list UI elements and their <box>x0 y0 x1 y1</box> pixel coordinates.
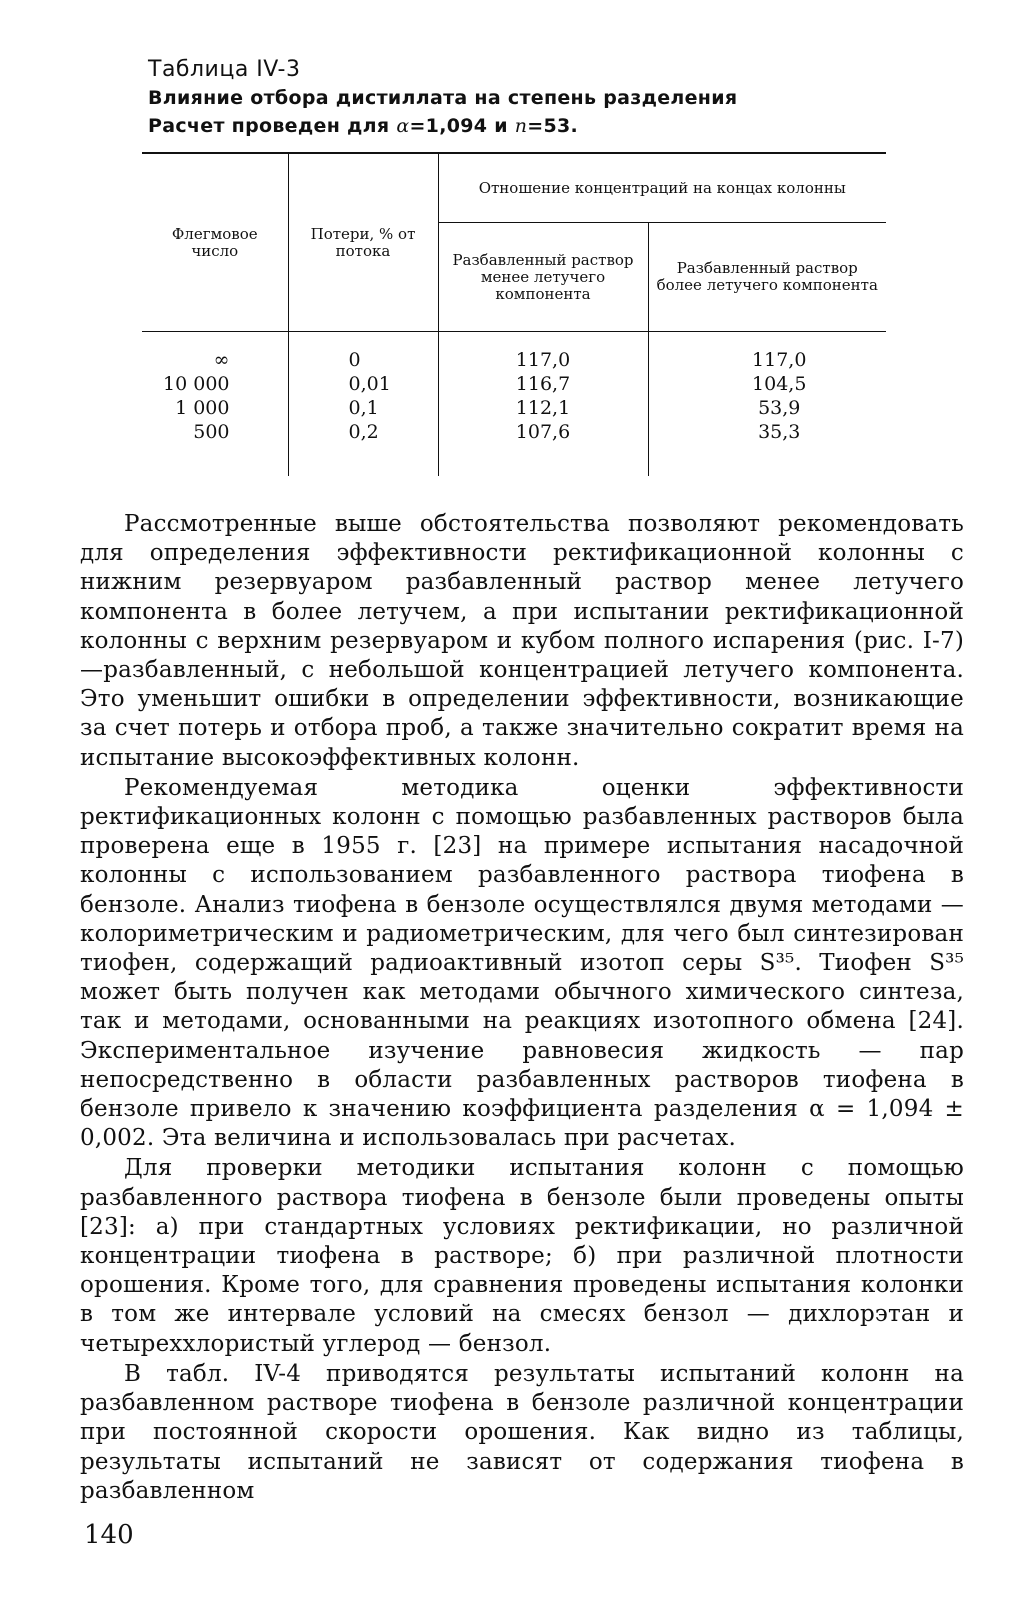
n-value: =53. <box>527 115 579 137</box>
paragraph: В табл. IV-4 приводятся результаты испытаний колонн на разбавленном растворе тиофена в бензоле различной концентрации при постоянной скорости орошения. Как видно из таблицы, результаты испытаний не зависят от содержания тиофена в разбавленном <box>80 1360 964 1504</box>
less-volatile-value: 117,0 <box>515 349 571 371</box>
less-volatile-value: 116,7 <box>515 373 571 395</box>
paragraph: Рекомендуемая методика оценки эффективности ректификационных колонн с помощью разбавленных растворов была проверена еще в 1955 г. [23] на примере испытания насадочной колонны с использованием разбавленного раствора тиофена в бензоле. Анализ тиофена в бензоле осуществлялся двумя методами — колориметрическим и радиометрическим, для чего был синтезирован тиофен, содержащий радиоактивный изотоп серы S³⁵. Тиофен S³⁵ может быть получен как методами обычного химического синтеза, так и методами, основанными на реакциях изотопного обмена [24]. Экспериментальное изучение равновесия жидкость — пар непосредственно в области разбавленных растворов тиофена в бензоле привело к значению коэффициента разделения α = 1,094 ± 0,002. Эта величина и использовалась при расчетах. <box>80 774 964 1152</box>
table-calc-note <box>148 112 908 140</box>
alpha-symbol: α <box>396 115 410 137</box>
table-caption <box>148 56 908 140</box>
page-number: 140 <box>84 1520 134 1550</box>
body-text <box>80 510 964 1507</box>
more-volatile-value: 117,0 <box>752 349 807 371</box>
more-volatile-value: 35,3 <box>758 421 801 443</box>
header-less-volatile: Разбавленный раствор менее летучего компонента <box>438 223 648 332</box>
less-volatile-column <box>438 332 648 477</box>
losses-value: 0 <box>348 349 361 371</box>
reflux-value: ∞ <box>213 349 230 371</box>
table-label: Таблица IV-3 <box>148 57 301 82</box>
paragraph: Рассмотренные выше обстоятельства позволяют рекомендовать для определения эффективности ректификационной колонны с нижним резервуаром разбавленный раствор менее летучего компонента в более летучем, а при испытании ректификационной колонны с верхним резервуаром и кубом полного испарения (рис. I-7)—разбавленный, с небольшой концентрацией летучего компонента. Это уменьшит ошибки в определении эффективности, возникающие за счет потерь и отбора проб, а также значительно сократит время на испытание высокоэффективных колонн. <box>80 511 964 771</box>
header-more-volatile: Разбавленный раствор более летучего компонента <box>648 223 886 332</box>
header-ratio-group: Отношение концентраций на концах колонны <box>438 153 886 223</box>
paragraph: Для проверки методики испытания колонн с помощью разбавленного раствора тиофена в бензоле были проведены опыты [23]: а) при стандартных условиях ректификации, но различной концентрации тиофена в растворе; б) при различной плотности орошения. Кроме того, для сравнения проведены испытания колонки в том же интервале условий на смесях бензол — дихлорэтан и четыреххлористый углерод — бензол. <box>80 1155 964 1357</box>
calc-prefix: Расчет проведен для <box>148 115 397 137</box>
less-volatile-value: 107,6 <box>515 421 571 443</box>
losses-column <box>288 332 438 477</box>
table-body-row <box>142 332 886 477</box>
reflux-value: 10 000 <box>163 373 230 395</box>
reflux-value: 1 000 <box>175 397 230 419</box>
reflux-value: 500 <box>193 421 230 443</box>
losses-value: 0,1 <box>348 397 379 419</box>
less-volatile-value: 112,1 <box>515 397 571 419</box>
reflux-column <box>142 332 288 477</box>
table-title: Влияние отбора дистиллата на степень разделения <box>148 87 738 109</box>
more-volatile-column <box>648 332 886 477</box>
losses-value: 0,01 <box>348 373 391 395</box>
header-losses: Потери, % от потока <box>288 153 438 332</box>
alpha-value: =1,094 <box>409 115 488 137</box>
header-reflux: Флегмовое число <box>142 153 288 332</box>
more-volatile-value: 104,5 <box>752 373 807 395</box>
calc-and: и <box>487 115 515 137</box>
losses-value: 0,2 <box>348 421 379 443</box>
n-symbol: n <box>514 115 528 137</box>
data-table <box>142 152 886 476</box>
more-volatile-value: 53,9 <box>758 397 801 419</box>
